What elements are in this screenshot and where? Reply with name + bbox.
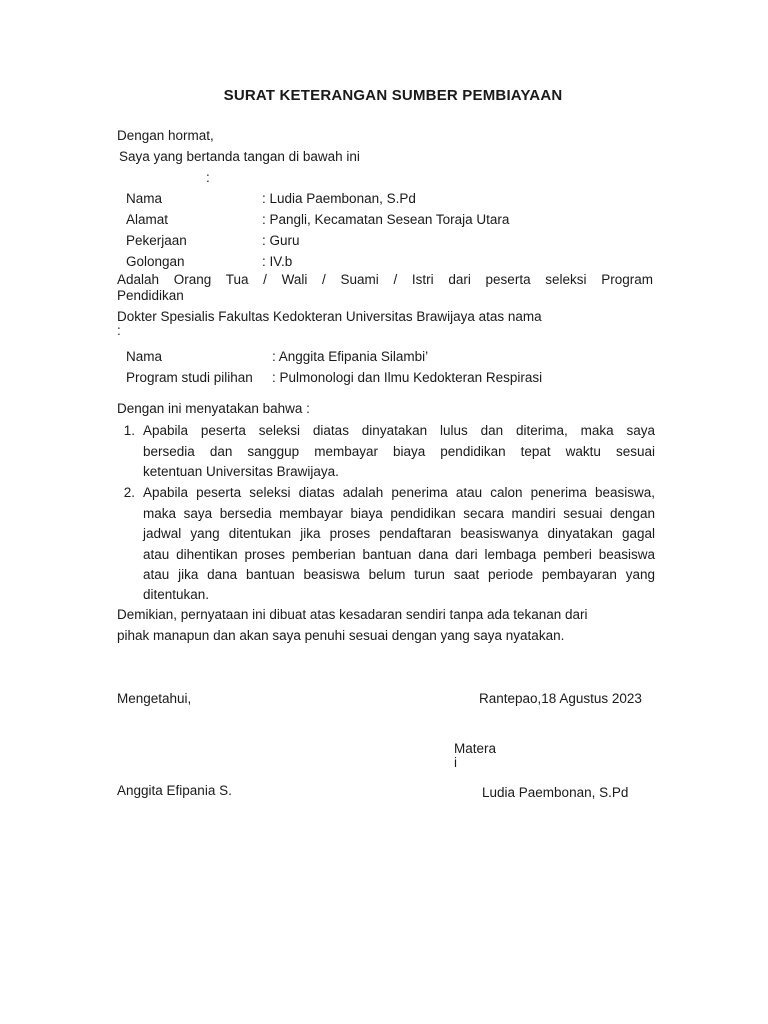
signer-occupation-value: : Guru bbox=[262, 233, 300, 248]
statement-2-line-4: atau dihentikan proses pemberian bantuan dana dari lembaga pemberi beasiswa bbox=[143, 546, 655, 562]
signer-occupation-label: Pekerjaan bbox=[126, 233, 187, 248]
signer-name-value: : Ludia Paembonan, S.Pd bbox=[262, 191, 416, 206]
statement-2-line-6: ditentukan. bbox=[143, 587, 210, 602]
left-signatory-name: Anggita Efipania S. bbox=[117, 783, 232, 798]
statement-intro: Dengan ini menyatakan bahwa : bbox=[117, 401, 310, 416]
participant-program-value: : Pulmonologi dan Ilmu Kedokteran Respirasi bbox=[272, 370, 543, 385]
statement-2-line-5: atau jika dana bantuan beasiswa belum turun saat periode pembayaran yang bbox=[143, 567, 655, 582]
statement-1-number: 1. bbox=[123, 423, 135, 438]
statement-2-line-1: Apabila peserta seleksi diatas adalah penerima atau calon penerima beasiswa, bbox=[143, 485, 655, 500]
closing-line-1: Demikian, pernyataan ini dibuat atas kesadaran sendiri tanpa ada tekanan dari bbox=[117, 607, 588, 622]
closing-line-2: pihak manapun dan akan saya penuhi sesuai dengan yang saya nyatakan. bbox=[117, 628, 565, 643]
signer-address-value: : Pangli, Kecamatan Sesean Toraja Utara bbox=[262, 212, 510, 227]
acknowledged-label: Mengetahui, bbox=[117, 691, 192, 706]
greeting: Dengan hormat, bbox=[117, 128, 214, 143]
signer-address-label: Alamat bbox=[126, 212, 169, 227]
statement-2-number: 2. bbox=[123, 485, 135, 500]
signer-name-label: Nama bbox=[126, 191, 163, 206]
stamp-label-line-1: Matera bbox=[454, 741, 497, 756]
statement-1-line-1: Apabila peserta seleksi diatas dinyatakan lulus dan diterima, maka saya bbox=[143, 423, 655, 438]
statement-1-line-2: bersedia dan sanggup membayar biaya pendidikan tepat waktu sesuai bbox=[143, 443, 655, 459]
place-date: Rantepao,18 Agustus 2023 bbox=[479, 691, 642, 706]
relation-colon: : bbox=[117, 323, 121, 338]
participant-name-value: : Anggita Efipania Silambi’ bbox=[272, 349, 429, 364]
relation-line-1: Adalah Orang Tua / Wali / Suami / Istri dari peserta seleksi Program bbox=[117, 272, 653, 287]
statement-2-line-2: maka saya bersedia membayar biaya pendidikan secara mandiri sesuai dengan bbox=[143, 505, 655, 521]
signer-grade-value: : IV.b bbox=[262, 254, 293, 269]
participant-program-label: Program studi pilihan bbox=[126, 370, 253, 385]
document-title: SURAT KETERANGAN SUMBER PEMBIAYAAN bbox=[223, 87, 563, 104]
intro-text: Saya yang bertanda tangan di bawah ini bbox=[119, 149, 360, 164]
relation-line-2: Dokter Spesialis Fakultas Kedokteran Universitas Brawijaya atas nama bbox=[117, 309, 542, 324]
statement-2-line-3: jadwal yang ditentukan jika proses pendaftaran beasiswanya dinyatakan gagal bbox=[143, 526, 655, 541]
statement-1-line-3: ketentuan Universitas Brawijaya. bbox=[143, 464, 339, 479]
signer-grade-label: Golongan bbox=[126, 254, 185, 269]
participant-name-label: Nama bbox=[126, 349, 163, 364]
relation-line-1b: Pendidikan bbox=[117, 288, 184, 303]
stamp-label-line-2: i bbox=[454, 755, 457, 770]
intro-colon: : bbox=[206, 170, 210, 185]
right-signatory-name: Ludia Paembonan, S.Pd bbox=[482, 785, 629, 800]
